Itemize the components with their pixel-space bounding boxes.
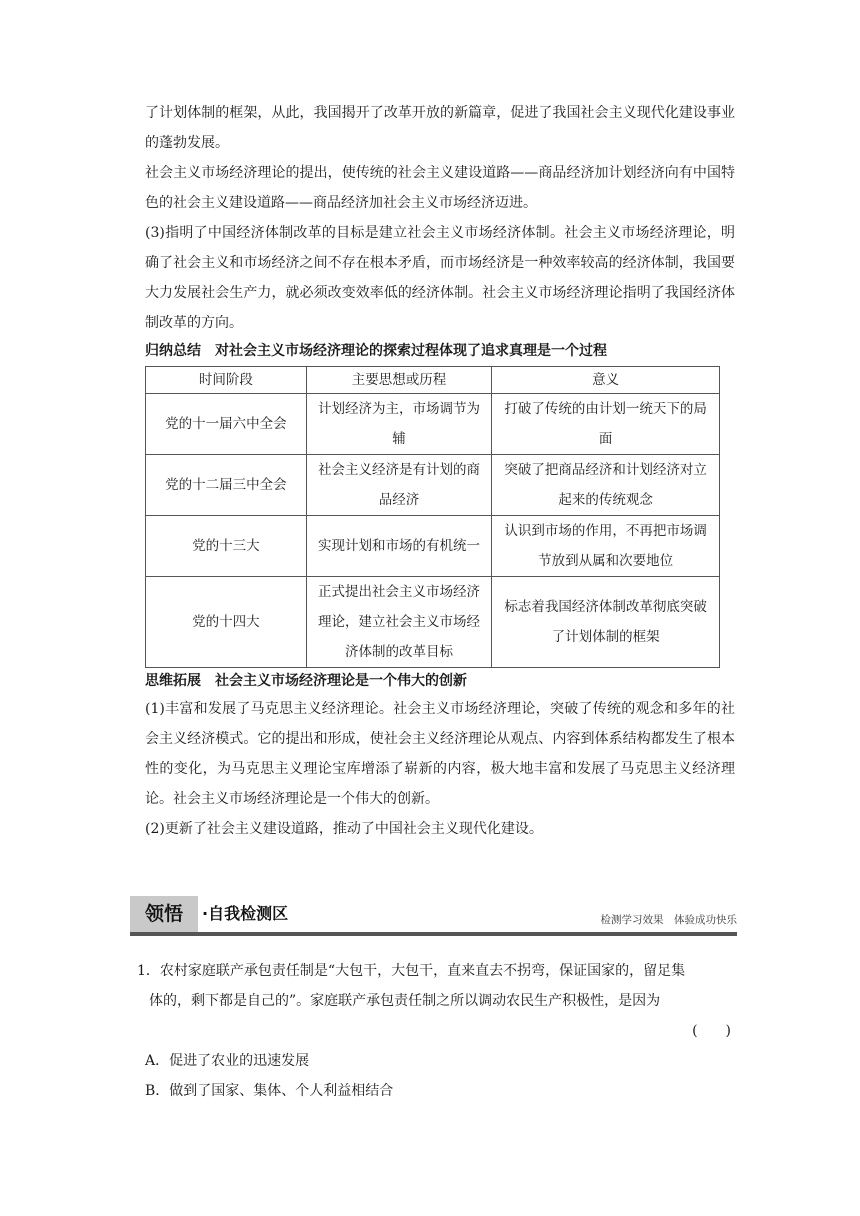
- table-cell: 打破了传统的由计划一统天下的局面: [492, 394, 720, 455]
- paragraph-3: (3)指明了中国经济体制改革的目标是建立社会主义市场经济体制。社会主义市场经济理论，明确了社会主义和市场经济之间不存在根本矛盾，而市场经济是一种效率较高的经济体制，我国要大力发展社会生产力，就必须改变效率低的经济体制。社会主义市场经济理论指明了我国经济体制改革的方向。: [145, 225, 735, 331]
- extension-label: 思维拓展: [145, 673, 201, 689]
- header-cell-period: 时间阶段: [146, 367, 307, 394]
- summary-table: [145, 366, 720, 668]
- question-stem-text-1: 农村家庭联产承包责任制是“大包干，大包干，直来直去不拐弯，保证国家的，留足集: [159, 963, 686, 979]
- extension-title: 社会主义市场经济理论是一个伟大的创新: [215, 673, 467, 689]
- extension-heading: [145, 668, 735, 694]
- paragraph-1: 了计划体制的框架，从此，我国揭开了改革开放的新篇章，促进了我国社会主义现代化建设事业的蓬勃发展。: [145, 105, 735, 151]
- summary-title: 对社会主义市场经济理论的探索过程体现了追求真理是一个过程: [215, 343, 607, 359]
- table-row: [146, 516, 720, 577]
- table-cell: 党的十四大: [146, 577, 307, 668]
- section-header-bar: [130, 892, 737, 938]
- header-cell-meaning: 意义: [492, 367, 720, 394]
- table-cell: 实现计划和市场的有机统一: [306, 516, 492, 577]
- table-cell: 党的十二届三中全会: [146, 455, 307, 516]
- table-cell: 认识到市场的作用，不再把市场调节放到从属和次要地位: [492, 516, 720, 577]
- option-b: B．做到了国家、集体、个人利益相结合: [145, 1083, 394, 1099]
- table-cell: 党的十一届六中全会: [146, 394, 307, 455]
- table-row: [146, 577, 720, 668]
- table-header-row: [146, 367, 720, 394]
- table-row: [146, 394, 720, 455]
- extension-paragraph-2: (2)更新了社会主义建设道路，推动了中国社会主义现代化建设。: [145, 821, 543, 837]
- table-cell: 党的十三大: [146, 516, 307, 577]
- question-1: [137, 956, 737, 1106]
- answer-bracket: ( ): [692, 1023, 731, 1039]
- table-cell: 正式提出社会主义市场经济理论，建立社会主义市场经济体制的改革目标: [306, 577, 492, 668]
- table-row: [146, 455, 720, 516]
- table-cell: 突破了把商品经济和计划经济对立起来的传统观念: [492, 455, 720, 516]
- question-stem-line-2: 体的，剩下都是自己的”。家庭联产承包责任制之所以调动农民生产积极性，是因为: [149, 993, 661, 1009]
- table-cell: 标志着我国经济体制改革彻底突破了计划体制的框架: [492, 577, 720, 668]
- option-a: A．促进了农业的迅速发展: [145, 1053, 310, 1069]
- section-slogan: 检测学习效果 体验成功快乐: [600, 914, 737, 926]
- main-content: [145, 98, 735, 844]
- table-cell: 计划经济为主，市场调节为辅: [306, 394, 492, 455]
- question-stem-line-1: [137, 956, 737, 986]
- header-cell-idea: 主要思想或历程: [306, 367, 492, 394]
- section-title: ·自我检测区: [202, 904, 289, 923]
- section-tag: 领悟: [130, 896, 198, 932]
- summary-heading: [145, 338, 735, 364]
- section-divider: [130, 932, 737, 936]
- table-cell: 社会主义经济是有计划的商品经济: [306, 455, 492, 516]
- question-number: 1．: [137, 963, 160, 979]
- paragraph-2: 社会主义市场经济理论的提出，使传统的社会主义建设道路——商品经济加计划经济向有中国特色的社会主义建设道路——商品经济加社会主义市场经济迈进。: [145, 165, 735, 211]
- extension-paragraph-1: (1)丰富和发展了马克思主义经济理论。社会主义市场经济理论，突破了传统的观念和多年的社会主义经济模式。它的提出和形成，使社会主义经济理论从观点、内容到体系结构都发生了根本性的变化，为马克思主义理论宝库增添了崭新的内容，极大地丰富和发展了马克思主义经济理论。社会主义市场经济理论是一个伟大的创新。: [145, 701, 735, 807]
- summary-label: 归纳总结: [145, 343, 201, 359]
